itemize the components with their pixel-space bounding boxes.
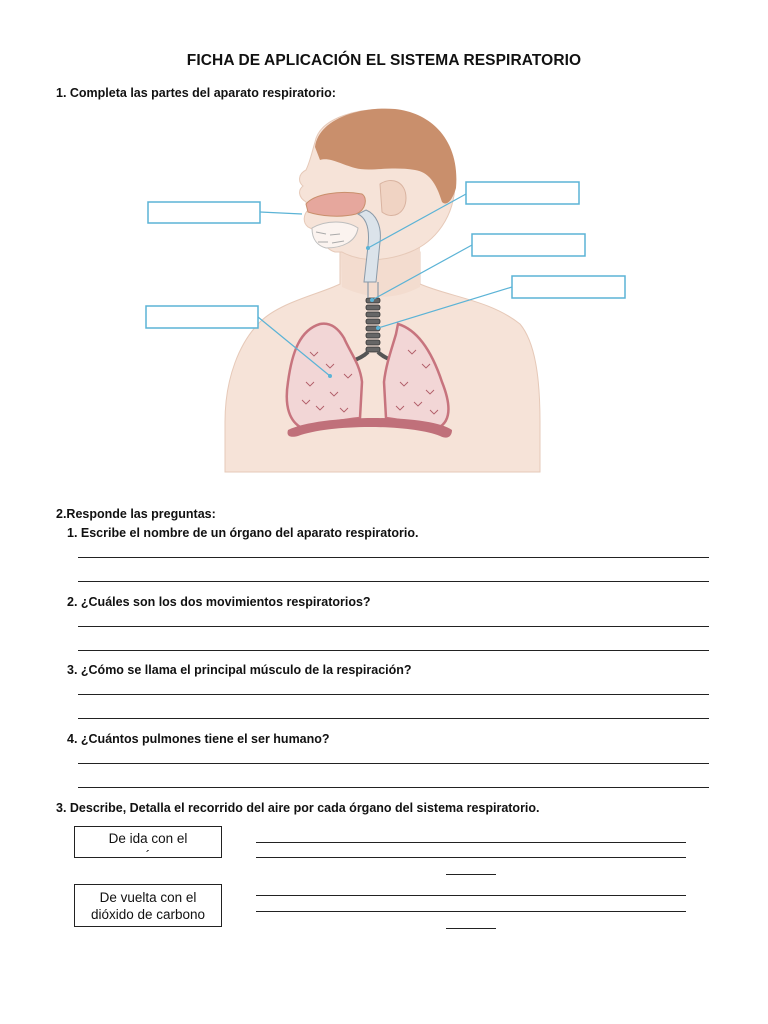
answer-line[interactable] (78, 650, 709, 651)
route-box-exhale (74, 884, 222, 927)
label-box-nasal (148, 202, 260, 223)
route-box-inhale-line2: ´ (145, 848, 151, 858)
answer-line[interactable] (256, 895, 686, 896)
question-4: 4. ¿Cuántos pulmones tiene el ser humano? (67, 732, 330, 746)
label-box-lung (146, 306, 258, 328)
question-3: 3. ¿Cómo se llama el principal músculo de la respiración? (67, 663, 412, 677)
answer-line-short[interactable] (446, 874, 496, 875)
question-1: 1. Escribe el nombre de un órgano del aparato respiratorio. (67, 526, 419, 540)
label-box-bronchi (512, 276, 625, 298)
route-box-inhale-line1: De ida con el (108, 831, 188, 846)
label-box-trachea (472, 234, 585, 256)
respiratory-system-illustration (130, 102, 650, 492)
section-1-heading: 1. Completa las partes del aparato respiratorio: (56, 86, 336, 100)
route-box-exhale-line2: dióxido de carbono (90, 907, 206, 922)
answer-line[interactable] (256, 857, 686, 858)
question-2: 2. ¿Cuáles son los dos movimientos respiratorios? (67, 595, 371, 609)
route-box-inhale (74, 826, 222, 858)
section-2-heading: 2.Responde las preguntas: (56, 507, 216, 521)
page-title: FICHA DE APLICACIÓN EL SISTEMA RESPIRATORIO (186, 52, 582, 69)
answer-line[interactable] (78, 763, 709, 764)
answer-line[interactable] (78, 718, 709, 719)
answer-line[interactable] (78, 787, 709, 788)
answer-line[interactable] (78, 626, 709, 627)
answer-line[interactable] (78, 581, 709, 582)
answer-line[interactable] (78, 557, 709, 558)
route-box-exhale-line1: De vuelta con el (99, 890, 197, 905)
answer-line[interactable] (256, 911, 686, 912)
answer-line[interactable] (78, 694, 709, 695)
answer-line[interactable] (256, 842, 686, 843)
section-3-heading: 3. Describe, Detalla el recorrido del aire por cada órgano del sistema respiratorio. (56, 801, 540, 815)
label-box-pharynx (466, 182, 579, 204)
answer-line-short[interactable] (446, 928, 496, 929)
